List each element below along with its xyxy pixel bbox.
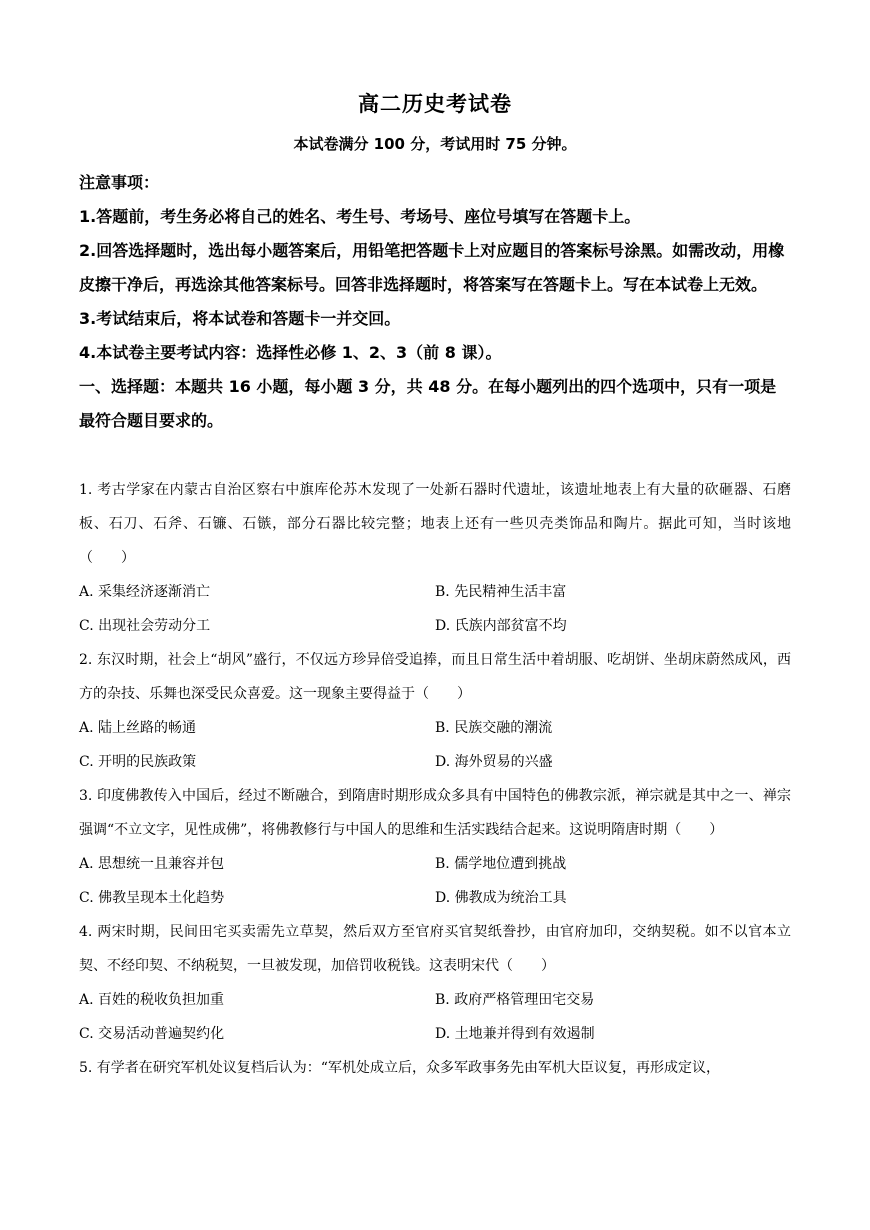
question-3 <box>79 779 791 915</box>
option-c: C. 出现社会劳动分工 <box>79 618 211 634</box>
option-a: A. 思想统一且兼容并包 <box>79 856 225 872</box>
instruction-item: 4.本试卷主要考试内容：选择性必修 1、2、3（前 8 课）。 <box>79 343 502 362</box>
instruction-item: 2.回答选择题时，选出每小题答案后，用铅笔把答题卡上对应题目的答案标号涂黑。如需改动，用橡皮擦干净后，再选涂其他答案标号。回答非选择题时，将答案写在答题卡上。写在本试卷上无效。 <box>79 241 785 294</box>
option-d: D. 土地兼并得到有效遏制 <box>435 1026 595 1042</box>
question-options <box>79 711 791 779</box>
option-b: B. 儒学地位遭到挑战 <box>435 856 567 872</box>
question-stem: 3. 印度佛教传入中国后，经过不断融合，到隋唐时期形成众多具有中国特色的佛教宗派，禅宗就是其中之一、禅宗强调“不立文字，见性成佛”，将佛教修行与中国人的思维和生活实践结合起来。这说明隋唐时期（ ） <box>79 788 791 838</box>
option-b: B. 先民精神生活丰富 <box>435 584 567 600</box>
instructions <box>79 166 791 438</box>
option-c: C. 开明的民族政策 <box>79 754 197 770</box>
question-stem: 4. 两宋时期，民间田宅买卖需先立草契，然后双方至官府买官契纸誊抄，由官府加印，交纳契税。如不以官本立契、不经印契、不纳税契，一旦被发现，加倍罚收税钱。这表明宋代（ ） <box>79 924 791 974</box>
instruction-item: 1.答题前，考生务必将自己的姓名、考生号、考场号、座位号填写在答题卡上。 <box>79 207 641 226</box>
exam-subtitle: 本试卷满分 100 分，考试用时 75 分钟。 <box>293 135 577 153</box>
option-d: D. 氏族内部贫富不均 <box>435 618 567 634</box>
option-c: C. 佛教呈现本土化趋势 <box>79 890 225 906</box>
page-title: 高二历史考试卷 <box>358 92 512 116</box>
question-options <box>79 847 791 915</box>
question-stem: 1. 考古学家在内蒙古自治区察右中旗库伦苏木发现了一处新石器时代遗址，该遗址地表上有大量的砍砸器、石磨板、石刀、石斧、石镰、石镞，部分石器比较完整；地表上还有一些贝壳类饰品和陶片。据此可知，当时该地（ ） <box>79 482 791 566</box>
question-2 <box>79 643 791 779</box>
question-1 <box>79 473 791 643</box>
option-d: D. 海外贸易的兴盛 <box>435 754 553 770</box>
option-d: D. 佛教成为统治工具 <box>435 890 567 906</box>
questions <box>79 473 791 1085</box>
question-stem: 5. 有学者在研究军机处议复档后认为：“军机处成立后，众多军政事务先由军机大臣议复，再形成定议， <box>79 1060 720 1076</box>
option-c: C. 交易活动普遍契约化 <box>79 1026 225 1042</box>
section-heading: 一、选择题：本题共 16 小题，每小题 3 分，共 48 分。在每小题列出的四个选项中，只有一项是最符合题目要求的。 <box>79 377 777 430</box>
question-5 <box>79 1051 791 1085</box>
option-b: B. 民族交融的潮流 <box>435 720 553 736</box>
option-a: A. 采集经济逐渐消亡 <box>79 584 211 600</box>
instructions-heading: 注意事项： <box>79 173 160 192</box>
option-a: A. 陆上丝路的畅通 <box>79 720 197 736</box>
option-b: B. 政府严格管理田宅交易 <box>435 992 595 1008</box>
question-stem: 2. 东汉时期，社会上“胡风”盛行，不仅远方珍异倍受追捧，而且日常生活中着胡服、吃胡饼、坐胡床蔚然成风，西方的杂技、乐舞也深受民众喜爱。这一现象主要得益于（ ） <box>79 652 791 702</box>
question-options <box>79 575 791 643</box>
instruction-item: 3.考试结束后，将本试卷和答题卡一并交回。 <box>79 309 401 328</box>
question-options <box>79 983 791 1051</box>
question-4 <box>79 915 791 1051</box>
option-a: A. 百姓的税收负担加重 <box>79 992 225 1008</box>
